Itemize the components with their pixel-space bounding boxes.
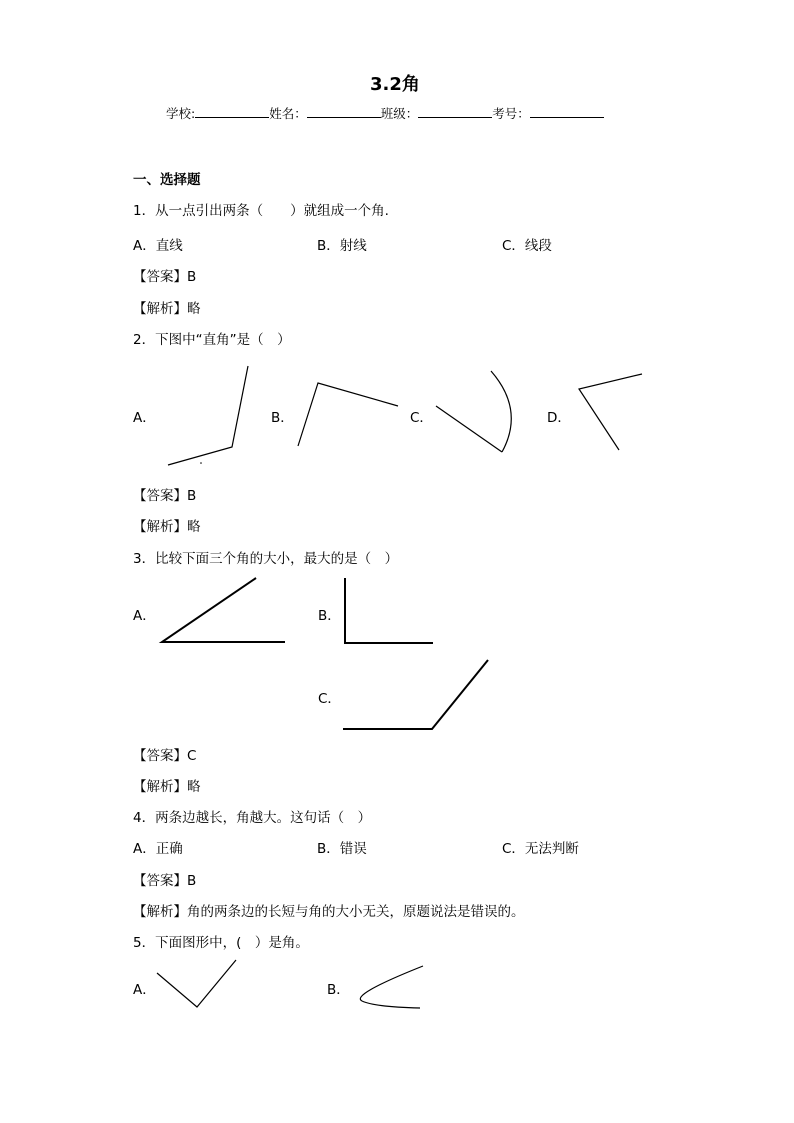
question-3-option-b: B．	[318, 608, 341, 624]
question-5-stem: 5．下面图形中，( ）是角。	[133, 935, 309, 951]
section-title: 一、选择题	[133, 172, 201, 188]
page-title: 3.2角	[370, 74, 420, 95]
question-4-option-c: C．无法判断	[502, 841, 579, 857]
question-1-stem: 1．从一点引出两条（ ）就组成一个角.	[133, 203, 389, 219]
question-3-option-a: A．	[133, 608, 156, 624]
question-2-option-c: C．	[410, 410, 433, 426]
question-2-option-b: B．	[271, 410, 294, 426]
question-1-option-c: C．线段	[502, 238, 552, 254]
question-3-answer: 【答案】C	[133, 748, 197, 764]
question-3-stem: 3．比较下面三个角的大小，最大的是（ ）	[133, 551, 399, 567]
question-4-option-b: B．错误	[317, 841, 367, 857]
question-1-answer: 【答案】B	[133, 269, 197, 285]
question-3-option-c: C．	[318, 691, 341, 707]
question-4-option-a: A．正确	[133, 841, 183, 857]
school-label: 学校:	[166, 106, 196, 121]
question-1-analysis: 【解析】略	[133, 301, 201, 317]
question-4-stem: 4．两条边越长，角越大。这句话（ ）	[133, 810, 372, 826]
question-5-option-a: A．	[133, 982, 156, 998]
name-label: 姓名：	[269, 106, 307, 121]
class-label: 班级：	[380, 106, 419, 121]
question-2-stem: 2．下图中“直角”是（ ）	[133, 332, 291, 348]
question-5-option-b: B．	[327, 982, 350, 998]
exam-no-label: 考号：	[492, 106, 530, 121]
question-2-option-d: D．	[547, 410, 571, 426]
question-2-analysis: 【解析】略	[133, 519, 201, 535]
question-3-analysis: 【解析】略	[133, 779, 201, 795]
question-2-answer: 【答案】B	[133, 488, 197, 504]
question-1-option-b: B．射线	[317, 238, 367, 254]
question-2-option-a: A．	[133, 410, 156, 426]
question-1-option-a: A．直线	[133, 238, 183, 254]
question-4-analysis: 【解析】角的两条边的长短与角的大小无关，原题说法是错误的。	[133, 904, 525, 920]
question-4-answer: 【答案】B	[133, 873, 197, 889]
